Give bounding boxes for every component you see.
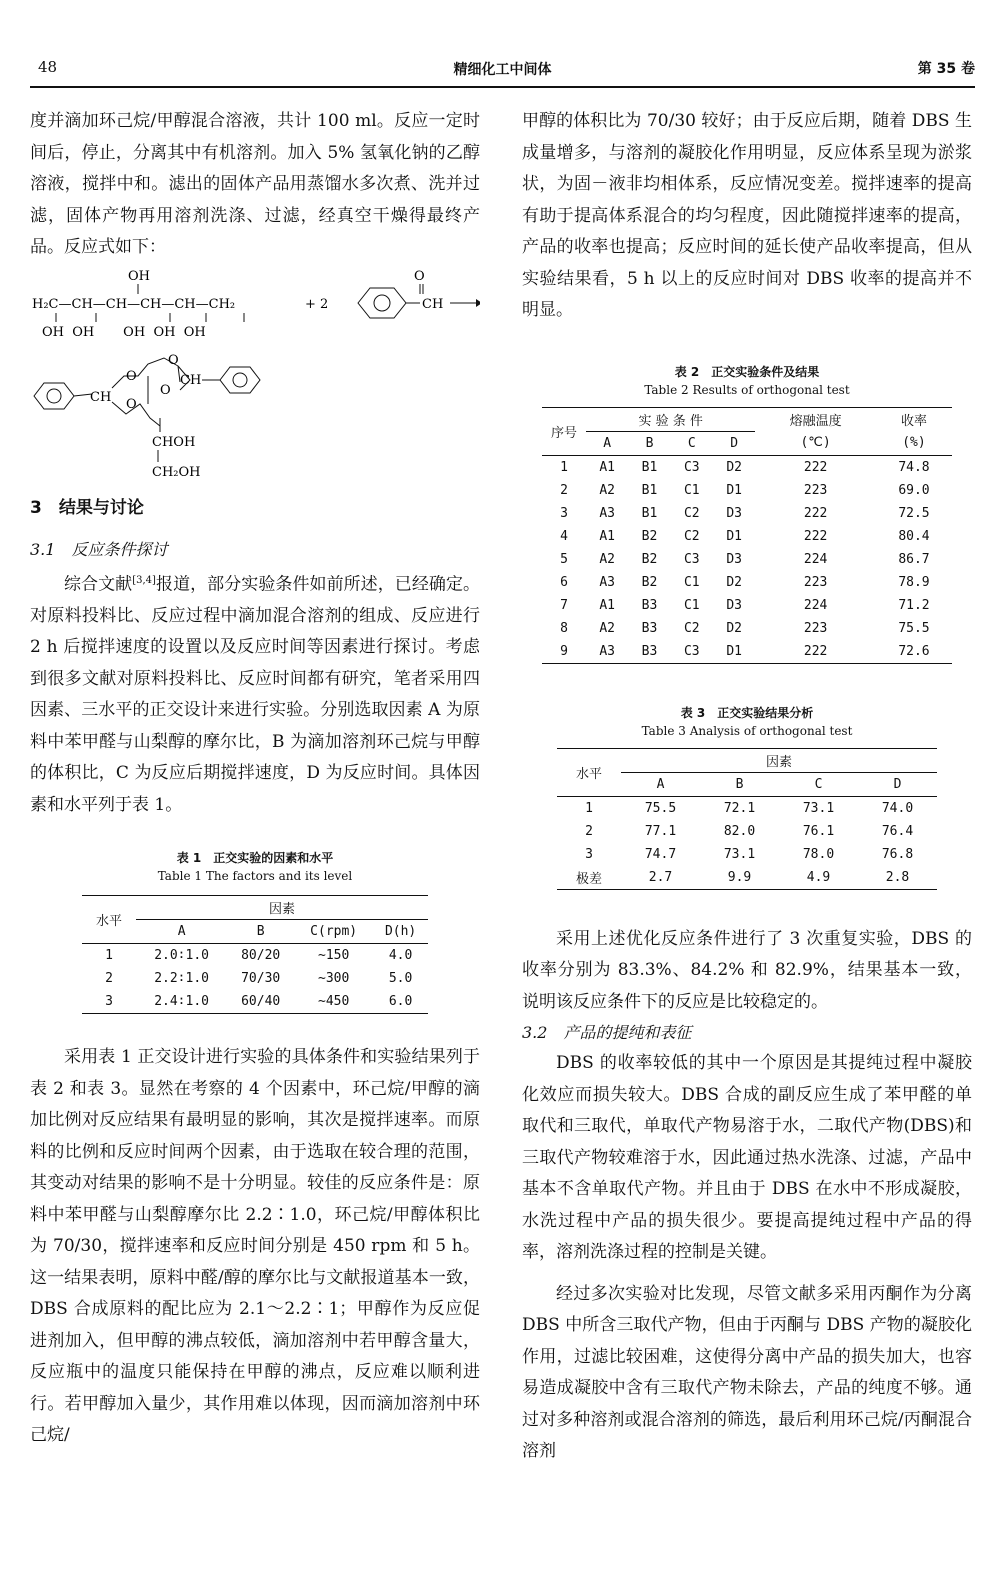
- table-cell: C2: [683, 528, 700, 544]
- ring-o-3: O: [168, 352, 179, 368]
- table-cell: 1: [585, 800, 593, 816]
- table-row: [557, 866, 937, 890]
- table-cell: B3: [641, 620, 658, 636]
- table-cell: 74.8: [898, 459, 930, 475]
- page-number: 48: [38, 58, 58, 76]
- column-header: B: [628, 431, 670, 455]
- column-header: C: [779, 772, 858, 796]
- table-2: [522, 363, 972, 664]
- table-cell: 2: [585, 823, 593, 839]
- table-cell: A3: [586, 640, 628, 664]
- column-header: B: [700, 772, 779, 796]
- table-row: [557, 820, 937, 843]
- table-cell: 78.0: [802, 846, 835, 862]
- table-cell: D1: [726, 528, 742, 544]
- table-cell: 74.7: [644, 846, 677, 862]
- table-row: [542, 502, 952, 525]
- table-cell: D2: [726, 459, 742, 475]
- table-cell: 86.7: [898, 551, 930, 567]
- column-header: A: [136, 920, 227, 944]
- table-row: 3 2.4∶1.0 60/40 ~450 6.0: [82, 990, 428, 1014]
- table-cell: 4: [560, 528, 568, 544]
- table-row: [542, 455, 952, 479]
- table-cell: 72.1: [723, 800, 756, 816]
- table-cell: 72.6: [876, 640, 952, 664]
- subsection-heading: 3.1 反应条件探讨: [30, 539, 168, 559]
- table-cell: C2: [683, 505, 700, 521]
- left-column: [30, 106, 480, 1452]
- table-cell: 4.9: [779, 866, 858, 890]
- table-cell: 73.1: [723, 846, 756, 862]
- subsection-heading: 3.2 产品的提纯和表征: [522, 1023, 692, 1042]
- table-cell: 80.4: [898, 528, 930, 544]
- table-cell: 74.0: [881, 800, 914, 816]
- header-level: 水平: [82, 896, 136, 944]
- reaction-scheme-drawing: [30, 266, 480, 481]
- header-factor: 因素: [136, 896, 428, 920]
- table-row: 2 2.2∶1.0 70/30 ~300 5.0: [105, 971, 413, 987]
- aldehyde-ch: CH: [422, 296, 444, 312]
- table-cell: D3: [726, 597, 742, 613]
- table-cell: C3: [671, 640, 713, 664]
- oh-row-label: OH OH OH OH OH: [42, 324, 206, 340]
- table-cell: B2: [641, 574, 658, 590]
- table-cell: 224: [803, 597, 828, 613]
- table-cell: 76.8: [881, 846, 914, 862]
- table-cell: C3: [683, 459, 700, 475]
- table-caption-en: Table 2 Results of orthogonal test: [644, 382, 850, 397]
- table-cell: C1: [683, 574, 700, 590]
- header-no: 序号: [542, 407, 586, 455]
- table-cell: C3: [683, 551, 700, 567]
- table-row: [557, 796, 937, 820]
- header-yield: 收率: [876, 407, 952, 431]
- header-rule: [30, 86, 975, 88]
- table-cell: 223: [803, 482, 828, 498]
- table-cell: D1: [713, 640, 755, 664]
- paragraph: DBS 的收率较低的其中一个原因是其提纯过程中凝胶化效应而损失较大。DBS 合成的副反应生成了苯甲醛的单取代和三取代，单取代产物易溶于水，二取代产物(DBS)和三取代产物较难溶于水，因此通过热水洗涤、过滤，产品中基本不含单取代产物。并且由于 DBS 在水中不形成凝胶，水洗过程中产品的损失很少。要提高提纯过程中产品的得率，溶剂洗涤过程的控制是关键。: [522, 1053, 972, 1262]
- table-cell: 75.5: [644, 800, 677, 816]
- header-conditions: 实 验 条 件: [586, 407, 755, 431]
- table-row: [542, 571, 952, 594]
- table-row: 1 2.0∶1.0 80/20 ~150 4.0: [105, 948, 413, 964]
- column-header: A: [621, 772, 700, 796]
- column-header: A: [586, 431, 628, 455]
- table-cell: 82.0: [723, 823, 756, 839]
- unit-header: (℃): [755, 431, 876, 455]
- table-cell: 72.5: [898, 505, 930, 521]
- paragraph: 甲醇的体积比为 70/30 较好；由于反应后期，随着 DBS 生成量增多，与溶剂的凝胶化作用明显，反应体系呈现为淤浆状，为固－液非均相体系，反应情况变差。搅拌速率的提高有助于提高体系混合的均匀程度，因此随搅拌速率的提高，产品的收率也提高；反应时间的延长使产品收率提高，但从实验结果看，5 h 以上的反应时间对 DBS 收率的提高并不明显。: [522, 111, 972, 320]
- table-cell: C2: [683, 620, 700, 636]
- table-cell: 222: [803, 505, 828, 521]
- table-cell: D2: [726, 574, 742, 590]
- paragraph: 经过多次实验对比发现，尽管文献多采用丙酮作为分离 DBS 中所含三取代产物，但由于丙酮与 DBS 产物的凝胶化作用，过滤比较困难，这使得分离中产品的损失加大，也容易造成凝胶中含有三取代产物未除去，产品的纯度不够。通过对多种溶剂或混合溶剂的筛选，最后利用环己烷/丙酮混合溶剂: [522, 1283, 972, 1461]
- table-cell: B2: [641, 551, 658, 567]
- table-cell: 76.1: [802, 823, 835, 839]
- reaction-scheme: [30, 266, 480, 481]
- table-row: [542, 548, 952, 571]
- acetal-ch-a: CH: [90, 389, 112, 405]
- sorbitol-chain: H₂C—CH—CH—CH—CH—CH₂: [32, 296, 236, 312]
- table-row: [542, 617, 952, 640]
- table-caption: 表 3 正交实验结果分析: [680, 705, 814, 720]
- table-cell: B1: [641, 505, 658, 521]
- table-cell: A3: [599, 505, 615, 521]
- column-header: C: [671, 431, 713, 455]
- unit-header: (%): [876, 431, 952, 455]
- table-cell: B2: [641, 528, 658, 544]
- table-cell: A1: [599, 528, 615, 544]
- table-caption: 表 1 正交实验的因素和水平: [176, 851, 334, 866]
- table-cell: 224: [803, 551, 828, 567]
- table-cell: 223: [803, 620, 828, 636]
- column-header: D: [858, 772, 937, 796]
- table-cell: 222: [803, 459, 828, 475]
- column-header: C(rpm): [294, 920, 373, 944]
- paragraph: 度并滴加环己烷/甲醇混合溶液，共计 100 ml。反应一定时间后，停止，分离其中有机溶剂。加入 5% 氢氧化钠的乙醇溶液，搅拌中和。滤出的固体产品用蒸馏水多次煮、洗并过滤，固体产物再用溶剂洗涤、过滤，经真空干燥得最终产品。反应式如下：: [30, 111, 480, 257]
- table-cell: 78.9: [898, 574, 930, 590]
- table-row: [542, 640, 952, 664]
- volume-label: 第 35 卷: [917, 61, 975, 77]
- acetal-ch-b: CH: [180, 372, 202, 388]
- choh-label: CHOH: [152, 434, 196, 450]
- table-cell: 3: [585, 846, 593, 862]
- table-cell: D3: [726, 551, 742, 567]
- table-row: [542, 525, 952, 548]
- journal-title: 精细化工中间体: [453, 62, 552, 78]
- table-cell: 7: [560, 597, 568, 613]
- header-level: 水平: [557, 748, 621, 796]
- table-cell: A2: [599, 620, 615, 636]
- table-caption: 表 2 正交实验条件及结果: [674, 364, 820, 379]
- oh-top-label: OH: [128, 268, 150, 284]
- header-factor: 因素: [621, 748, 937, 772]
- citation: [3,4]: [132, 574, 156, 586]
- table-row: [542, 479, 952, 502]
- table-cell: 71.2: [898, 597, 930, 613]
- table-caption-en: Table 1 The factors and its level: [157, 869, 353, 884]
- table-cell: D1: [726, 482, 742, 498]
- table-cell: 73.1: [802, 800, 835, 816]
- table-cell: 6: [560, 574, 568, 590]
- table-cell: 222: [755, 640, 876, 664]
- table-cell: D2: [726, 620, 742, 636]
- table-cell: 3: [560, 505, 568, 521]
- section-heading: 3 结果与讨论: [30, 497, 144, 518]
- table-cell: 5: [560, 551, 568, 567]
- table-cell: 222: [803, 528, 828, 544]
- ch2oh-label: CH₂OH: [152, 464, 201, 480]
- table-3: [522, 704, 972, 890]
- table-1: [30, 849, 480, 1014]
- table-cell: B3: [641, 597, 658, 613]
- table-cell: A3: [599, 574, 615, 590]
- table-caption-en: Table 3 Analysis of orthogonal test: [641, 723, 853, 738]
- table-cell: B1: [641, 459, 658, 475]
- plus-two: + 2: [305, 296, 329, 312]
- table-cell: A1: [599, 597, 615, 613]
- ring-o-2: O: [126, 396, 137, 412]
- column-header: D(h): [373, 920, 428, 944]
- table-cell: 77.1: [644, 823, 677, 839]
- table-cell: C1: [683, 482, 700, 498]
- table-cell: A2: [599, 551, 615, 567]
- table-cell: C1: [683, 597, 700, 613]
- table-row: [542, 594, 952, 617]
- paragraph: 采用表 1 正交设计进行实验的具体条件和实验结果列于表 2 和表 3。显然在考察的 4 个因素中，环己烷/甲醇的滴加比例对反应结果有最明显的影响，其次是搅拌速率。而原料的比例和反应时间两个因素，由于选取在较合理的范围，其变动对结果的影响不是十分明显。较佳的反应条件是：原料中苯甲醛与山梨醇摩尔比 2.2∶1.0，环己烷/甲醇体积比为 70/30，搅拌速率和反应时间分别是 450 rpm 和 5 h。这一结果表明，原料中醛/醇的摩尔比与文献报道基本一致，DBS 合成原料的配比应为 2.1～2.2∶1；甲醇作为反应促进剂加入，但甲醇的沸点较低，滴加溶剂中若甲醇含量大，反应瓶中的温度只能保持在甲醇的沸点，反应难以顺利进行。若甲醇加入量少，其作用难以体现，因而滴加溶剂中环己烷/: [30, 1047, 480, 1446]
- table-cell: 2.8: [858, 866, 937, 890]
- table-cell: 1: [560, 459, 568, 475]
- carbonyl-o: O: [414, 268, 425, 284]
- table-cell: D3: [726, 505, 742, 521]
- paragraph: 综合文献[3,4]报道，部分实验条件如前所述，已经确定。对原料投料比、反应过程中滴加混合溶剂的组成、反应进行 2 h 后搅拌速度的设置以及反应时间等因素进行探讨。考虑到很多文献对原料投料比、反应时间都有研究，笔者采用四因素、三水平的正交设计来进行实验。分别选取因素 A 为原料中苯甲醛与山梨醇的摩尔比，B 为滴加溶剂环己烷与甲醇的体积比，C 为反应后期搅拌速度，D 为反应时间。具体因素和水平列于表 1。: [30, 574, 481, 815]
- header-melting: 熔融温度: [755, 407, 876, 431]
- table-cell: B1: [641, 482, 658, 498]
- table-cell: B3: [628, 640, 670, 664]
- table-cell: 9: [542, 640, 586, 664]
- table-cell: 极差: [557, 866, 621, 890]
- running-header: [30, 58, 975, 84]
- table-cell: A1: [599, 459, 615, 475]
- right-column: [522, 106, 972, 1468]
- ring-o-1: O: [126, 368, 137, 384]
- table-cell: 2: [560, 482, 568, 498]
- paragraph: 采用上述优化反应条件进行了 3 次重复实验，DBS 的收率分别为 83.3%、84.2% 和 82.9%，结果基本一致，说明该反应条件下的反应是比较稳定的。: [522, 928, 972, 1012]
- table-cell: 75.5: [898, 620, 930, 636]
- table-row: [557, 843, 937, 866]
- table-cell: 9.9: [700, 866, 779, 890]
- ring-o-4: O: [160, 382, 171, 398]
- table-cell: 2.7: [621, 866, 700, 890]
- column-header: B: [227, 920, 294, 944]
- table-cell: 76.4: [881, 823, 914, 839]
- table-cell: 223: [803, 574, 828, 590]
- table-cell: 8: [560, 620, 568, 636]
- table-cell: A2: [599, 482, 615, 498]
- column-header: D: [713, 431, 755, 455]
- table-cell: 69.0: [898, 482, 930, 498]
